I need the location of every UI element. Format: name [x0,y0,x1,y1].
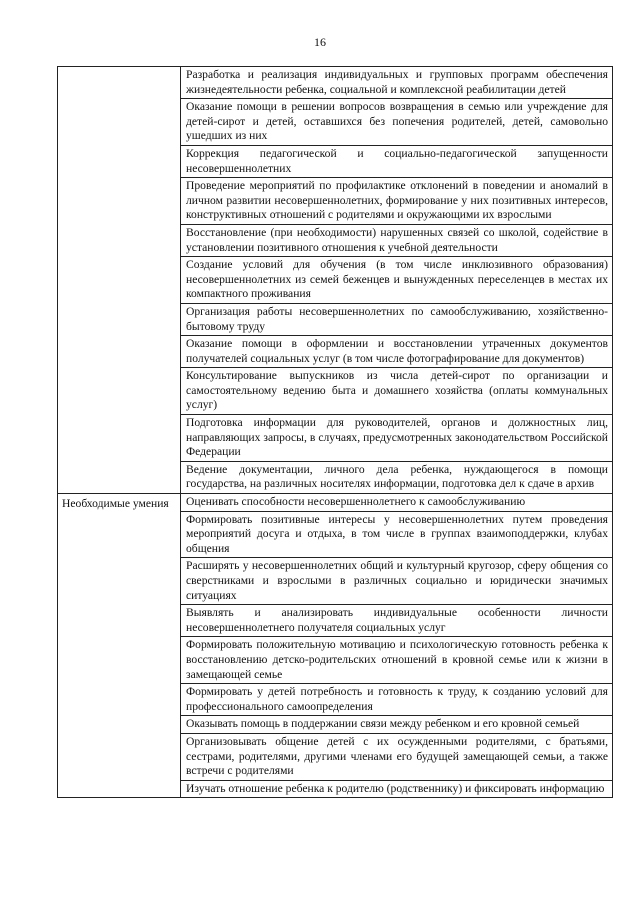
list-item: Расширять у несовершеннолетних общий и культурный кругозор, сферу общения со сверстниками и взрослыми в различных социально и юридически значимых ситуациях [181,558,612,605]
list-item: Организация работы несовершеннолетних по самообслуживанию, хозяйственно-бытовому труду [181,304,612,336]
list-item: Создание условий для обучения (в том числе инклюзивного образования) несовершеннолетних из семей беженцев и вынужденных переселенцев в местах их компактного проживания [181,257,612,304]
list-item: Восстановление (при необходимости) нарушенных связей со школой, содействие в установлении позитивного отношения к учебной деятельности [181,225,612,257]
list-item: Консультирование выпускников из числа детей-сирот по организации и самостоятельному ведению быта и домашнего хозяйства (оплаты коммунальных услуг) [181,368,612,415]
list-item: Ведение документации, личного дела ребенка, нуждающегося в помощи государства, на различных носителях информации, подготовка дел к сдаче в архив [186,462,608,491]
row-label-cell [58,494,181,798]
row-label-cell [58,67,181,494]
list-item: Оказание помощи в решении вопросов возвращения в семью или учреждение для детей-сирот и детей, оставшихся без попечения родителей, детей, самовольно ушедших из них [181,99,612,146]
functions-table [57,66,613,798]
list-item: Проведение мероприятий по профилактике отклонений в поведении и аномалий в личном развитии несовершеннолетних, формирование у них позитивных интересов, конструктивных отношений с родителями и окружающими их взрослыми [181,178,612,225]
list-item: Выявлять и анализировать индивидуальные особенности личности несовершеннолетнего получателя социальных услуг [181,605,612,637]
row-label [58,67,180,69]
list-item: Коррекция педагогической и социально-педагогической запущенности несовершеннолетних [181,146,612,178]
list-item: Изучать отношение ребенка к родителю (родственнику) и фиксировать информацию [186,781,605,795]
list-item: Формировать у детей потребность и готовность к труду, к созданию условий для профессионального самоопределения [181,684,612,716]
list-item: Формировать позитивные интересы у несовершеннолетних путем проведения мероприятий досуга и отдыха, в том числе в группах взаимоподдержки, клубах общения [181,512,612,559]
list-item: Формировать положительную мотивацию и психологическую готовность ребенка к восстановлению детско-родительских отношений в кровной семье или к жизни в замещающей семье [181,637,612,684]
row-label-required-skills: Необходимые умения [62,497,169,511]
list-item: Подготовка информации для руководителей, органов и должностных лиц, направляющих запросы, в случаях, предусмотренных законодательством Российской Федерации [181,415,612,462]
list-item: Организовывать общение детей с их осужденными родителями, с братьями, сестрами, родителями, другими членами его будущей замещающей семьи, а также встречи с родителями [181,734,612,781]
list-item: Оказывать помощь в поддержании связи между ребенком и его кровной семьей [181,716,612,734]
list-item: Оценивать способности несовершеннолетнего к самообслуживанию [181,494,612,512]
page-number: 16 [314,35,326,49]
row-items-cell [181,67,613,494]
list-item: Разработка и реализация индивидуальных и групповых программ обеспечения жизнедеятельности ребенка, социальной и комплексной реабилитации детей [181,67,612,99]
list-item: Оказание помощи в оформлении и восстановлении утраченных документов получателей социальных услуг (в том числе фотографирование для документов) [181,336,612,368]
table-row [58,67,613,494]
table-row [58,494,613,798]
row-items-cell [181,494,613,798]
